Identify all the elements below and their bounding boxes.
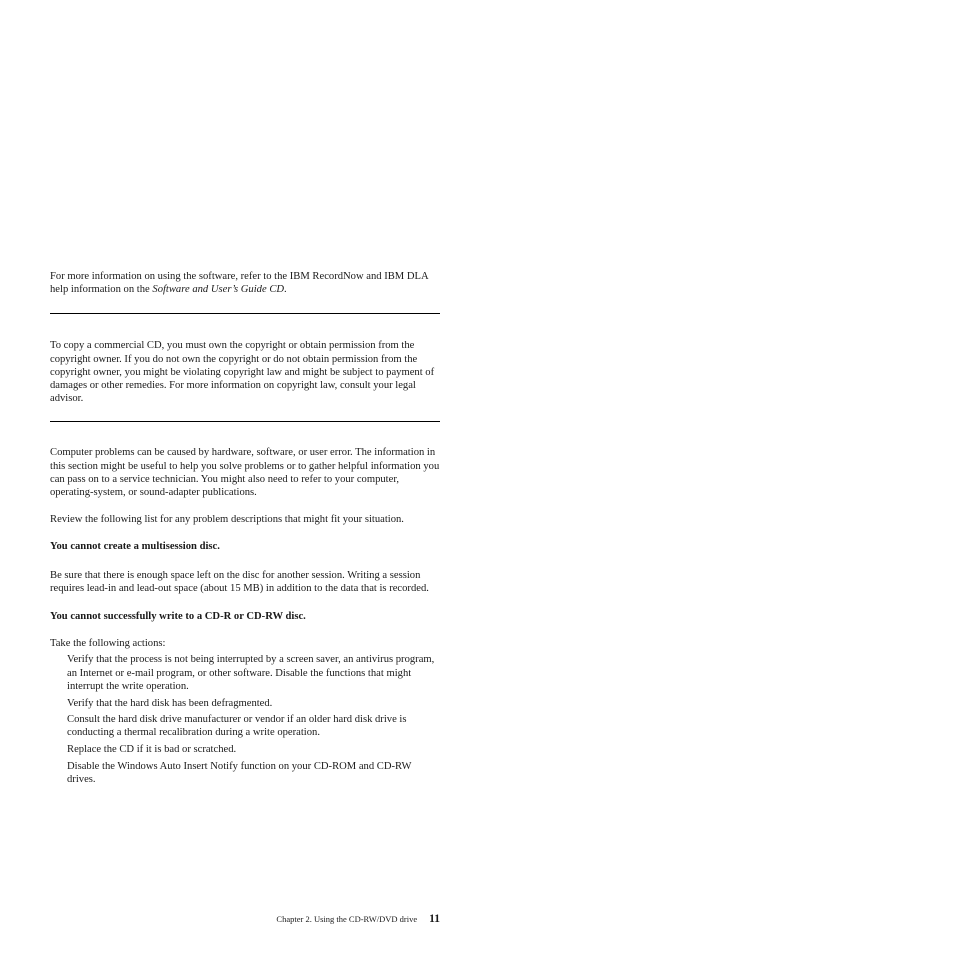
list-item: Verify that the process is not being interrupted by a screen saver, an antivirus program, an Internet or e-mail program, or other software. Disable the functions that might interrupt the write operation. [67,654,435,692]
review-paragraph: Review the following list for any problem descriptions that might fit your situation. [50,514,404,526]
actions-lead: Take the following actions: [50,638,166,650]
intro-text: For more information on using the software, refer to the IBM RecordNow and IBM DLA help information on the [50,271,429,296]
troubleshooting-intro: Computer problems can be caused by hardware, software, or user error. The information in this section might be useful to help you solve problems or to gather helpful information you can pass on to a service technician. You might also need to refer to your computer, operating-system, or sound-adapter publications. [50,447,440,499]
list-item: Verify that the hard disk has been defragmented. [67,697,273,709]
list-item: Replace the CD if it is bad or scratched. [67,744,237,756]
guide-title: Software and User’s Guide CD [152,284,285,296]
actions-list [50,653,440,786]
section-divider [50,421,440,422]
problem-text: Be sure that there is enough space left on the disc for another session. Writing a session requires lead-in and lead-out space (about 15 MB) in addition to the data that is recorded. [50,569,429,594]
problem-heading: You cannot successfully write to a CD-R or CD-RW disc. [50,611,306,623]
copyright-paragraph: To copy a commercial CD, you must own the copyright or obtain permission from the copyright owner. If you do not own the copyright or do not obtain permission from the copyright owner, you might be violating copyright law and might be subject to payment of damages or other remedies. For more information on copyright law, consult your legal advisor. [50,340,435,405]
intro-text-end: . [284,284,287,296]
problem-heading: You cannot create a multisession disc. [50,541,220,553]
intro-paragraph [50,270,440,296]
document-body [50,270,440,790]
page-footer [0,912,440,926]
chapter-label: Chapter 2. Using the CD-RW/DVD drive [276,914,418,924]
page-number: 11 [429,913,440,925]
list-item: Consult the hard disk drive manufacturer or vendor if an older hard disk drive is conducting a thermal recalibration during a write operation. [67,714,407,739]
list-item: Disable the Windows Auto Insert Notify function on your CD-ROM and CD-RW drives. [67,760,412,786]
section-divider [50,313,440,314]
